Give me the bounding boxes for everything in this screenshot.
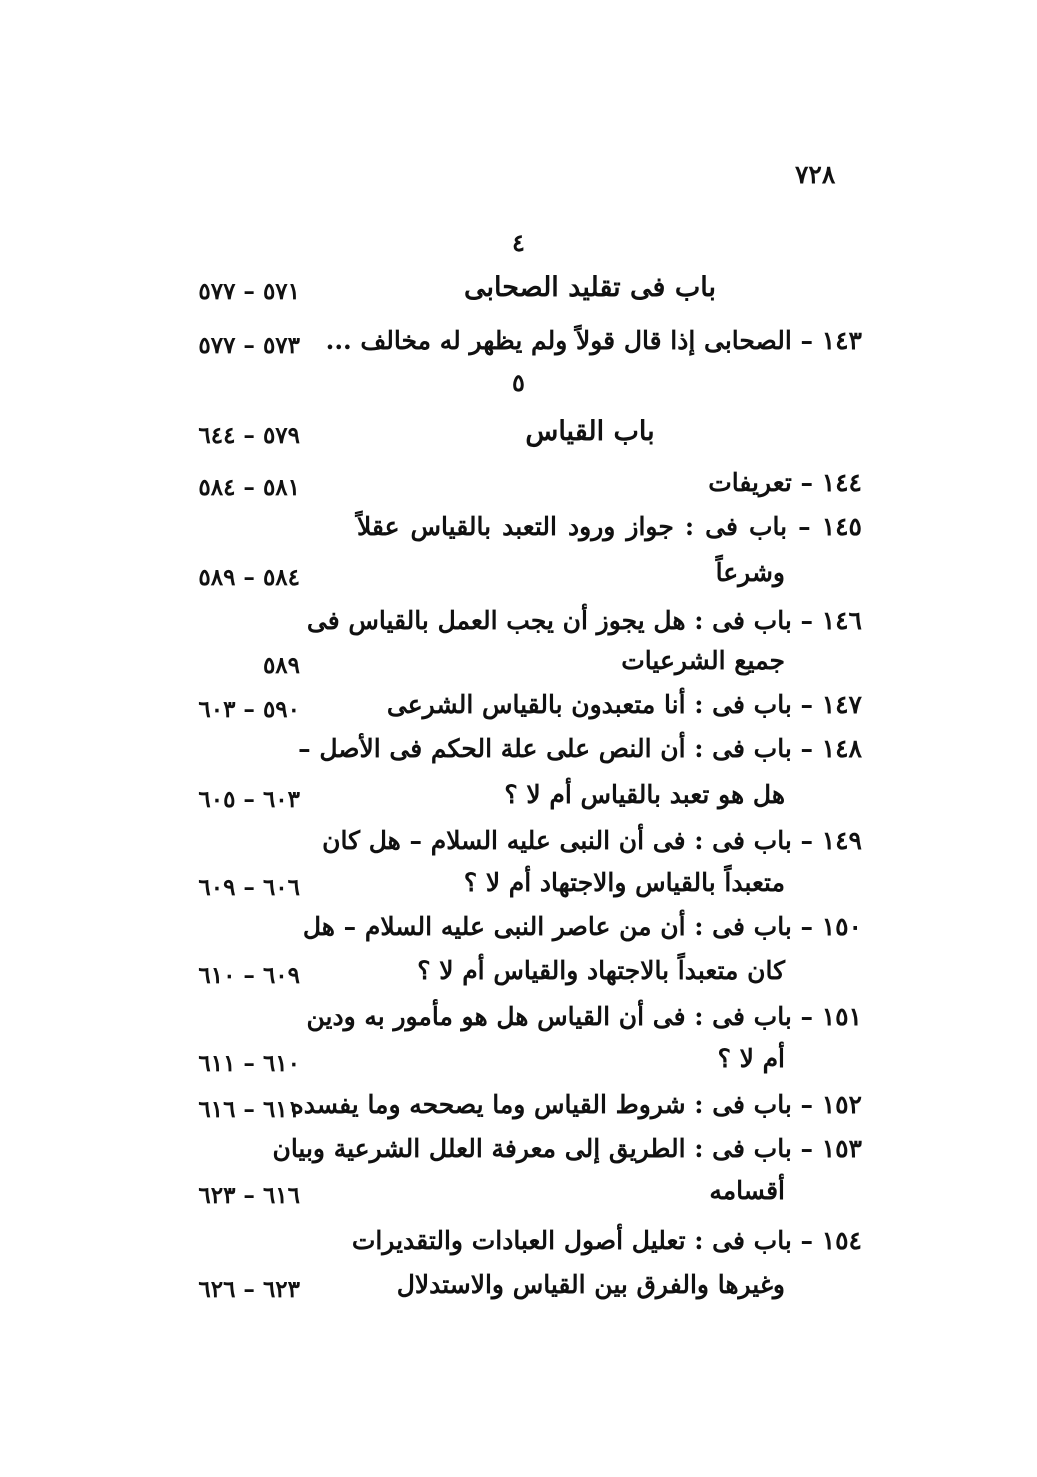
toc-entry-line: ١٤٨ – باب فى : أن النص على علة الحكم فى الأصل –	[298, 734, 862, 763]
toc-entry-line: ١٥٢ – باب فى : شروط القياس وما يصححه وما يفسده	[290, 1090, 862, 1119]
section-number: ٤	[512, 228, 525, 257]
page-range: ٥٧٩ – ٦٤٤	[198, 422, 300, 449]
section-heading: باب فى تقليد الصحابى	[463, 272, 717, 303]
page-range: ٦٠٣ – ٦٠٥	[198, 786, 300, 813]
toc-entry-line: كان متعبداً بالاجتهاد والقياس أم لا ؟	[417, 956, 785, 985]
page-range: ٥٩٠ – ٦٠٣	[198, 696, 300, 723]
page-range: ٥٧٣ – ٥٧٧	[198, 332, 300, 359]
page-range: ٦٢٣ – ٦٢٦	[198, 1276, 300, 1303]
page-range: ٥٨١ – ٥٨٤	[198, 474, 300, 501]
toc-entry-line: ١٥١ – باب فى : فى أن القياس هل هو مأمور به ودين	[306, 1002, 862, 1031]
toc-entry-line: ١٤٧ – باب فى : أنا متعبدون بالقياس الشرعى	[386, 690, 862, 719]
page-range: ٥٨٩	[262, 652, 300, 679]
toc-entry-line: أم لا ؟	[717, 1044, 785, 1073]
page-range: ٦١١ – ٦١٦	[198, 1096, 300, 1123]
toc-entry-line: ١٥٠ – باب فى : أن من عاصر النبى عليه السلام – هل	[302, 912, 862, 941]
page-range: ٦١٦ – ٦٢٣	[198, 1182, 300, 1209]
page-range: ٥٧١ – ٥٧٧	[198, 278, 300, 305]
toc-entry-line: ١٥٣ – باب فى : الطريق إلى معرفة العلل الشرعية وبيان	[272, 1134, 862, 1163]
page-number: ٧٢٨	[795, 160, 836, 189]
toc-entry-line: متعبداً بالقياس والاجتهاد أم لا ؟	[463, 868, 785, 897]
page-range: ٦٠٦ – ٦٠٩	[198, 874, 300, 901]
toc-entry-line: ١٤٤ – تعريفات	[708, 468, 862, 497]
page-range: ٦٠٩ – ٦١٠	[198, 962, 300, 989]
toc-entry-line: وغيرها والفرق بين القياس والاستدلال	[396, 1270, 785, 1299]
toc-entry-line: جميع الشرعيات	[621, 646, 785, 675]
page-range: ٥٨٤ – ٥٨٩	[198, 564, 300, 591]
toc-entry-line: ١٤٣ – الصحابى إذا قال قولاً ولم يظهر له مخالف ...	[325, 326, 862, 355]
toc-entry-line: ١٤٥ – باب فى : جواز ورود التعبد بالقياس عقلاً	[357, 512, 862, 541]
toc-entry-line: أقسامه	[709, 1176, 785, 1205]
toc-entry-line: ١٤٩ – باب فى : فى أن النبى عليه السلام – هل كان	[322, 826, 862, 855]
toc-entry-line: ١٤٦ – باب فى : هل يجوز أن يجب العمل بالقياس فى	[306, 606, 862, 635]
section-number: ٥	[512, 368, 525, 397]
section-heading: باب القياس	[525, 416, 655, 447]
toc-entry-line: هل هو تعبد بالقياس أم لا ؟	[504, 780, 785, 809]
toc-entry-line: ١٥٤ – باب فى : تعليل أصول العبادات والتقديرات	[351, 1226, 862, 1255]
toc-entry-line: وشرعاً	[715, 558, 785, 587]
page-range: ٦١٠ – ٦١١	[198, 1050, 300, 1077]
